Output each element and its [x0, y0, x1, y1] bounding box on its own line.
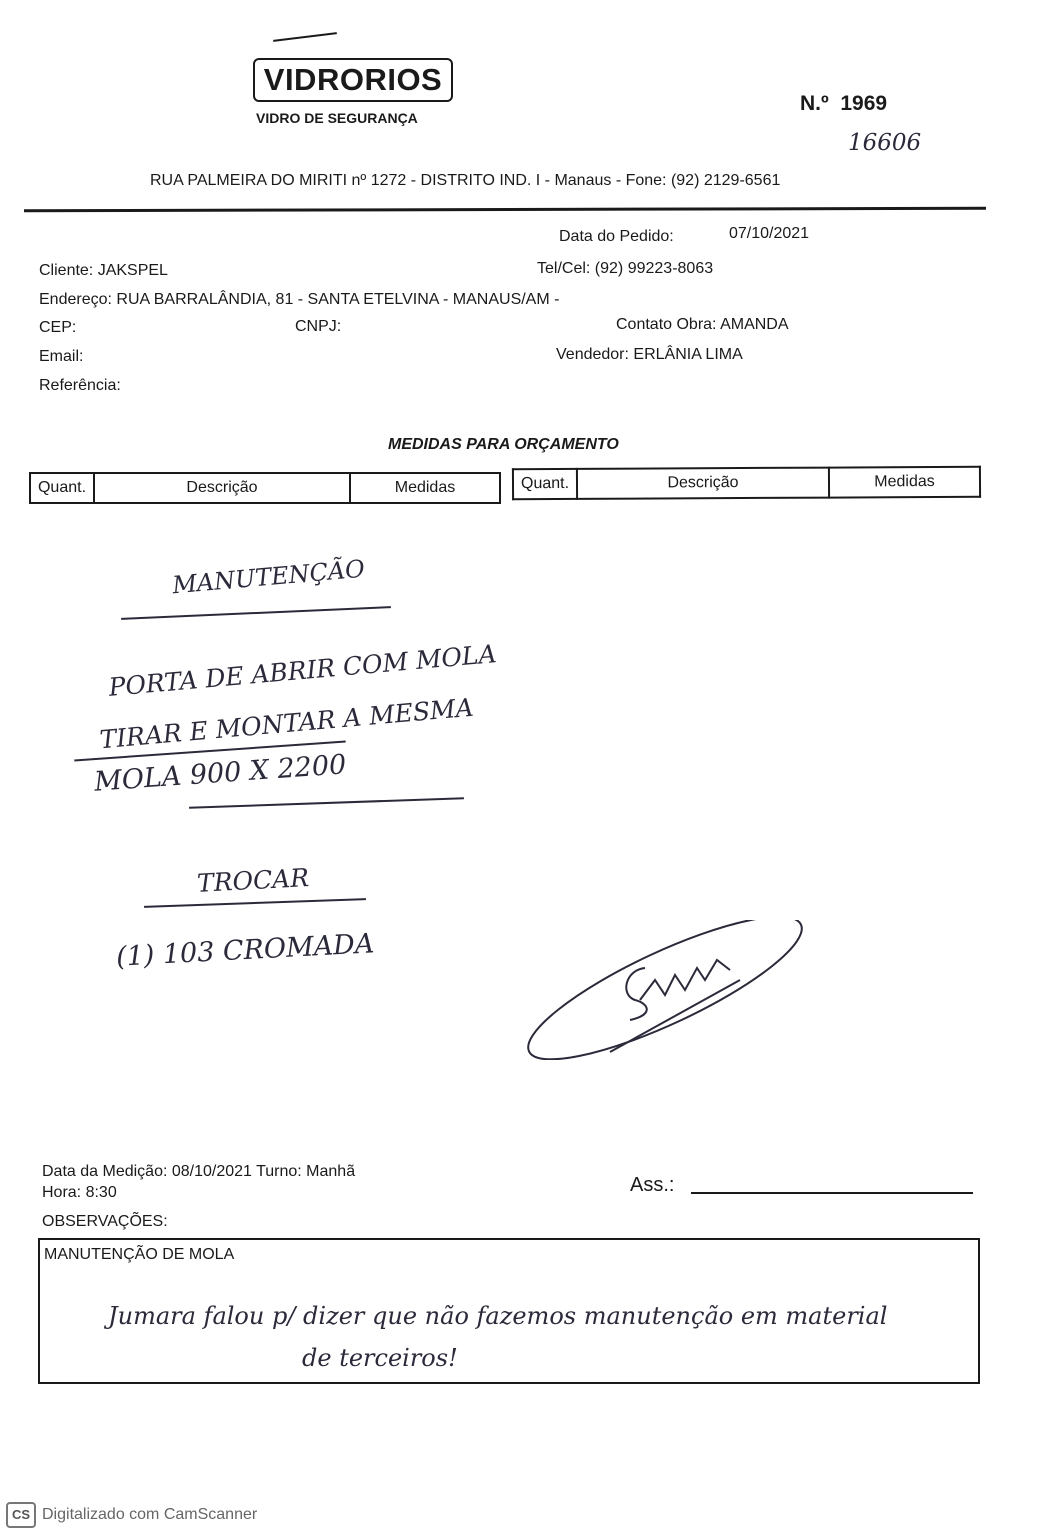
cep-field: CEP: [39, 319, 77, 336]
referencia-field: Referência: [39, 377, 121, 394]
numero-value: 1969 [840, 92, 888, 115]
handwritten-line: TIRAR E MONTAR A MESMA [98, 692, 475, 755]
camscanner-icon: CS [6, 1502, 36, 1528]
data-pedido-value: 07/10/2021 [729, 225, 810, 242]
email-field: Email: [39, 348, 84, 365]
table-header-right [512, 466, 981, 500]
handwritten-underline [189, 797, 464, 809]
logo-accent-mark [273, 32, 337, 42]
handwritten-underline [121, 606, 391, 620]
cnpj-field: CNPJ: [295, 318, 342, 335]
brand-tagline: VIDRO DE SEGURANÇA [256, 110, 418, 126]
handwritten-line: PORTA DE ABRIR COM MOLA [107, 639, 498, 702]
document-number [800, 92, 887, 116]
observacoes-box [38, 1238, 980, 1384]
observacoes-label: OBSERVAÇÕES: [42, 1213, 168, 1230]
handwritten-line: MOLA 900 X 2200 [93, 749, 348, 798]
numero-label: N.º [800, 92, 829, 115]
camscanner-text: Digitalizado com CamScanner [42, 1506, 258, 1524]
signature-tail [610, 980, 740, 1052]
brand-logo: VIDRORIOS [253, 58, 453, 102]
handwritten-number: 16606 [848, 130, 922, 156]
col-descricao: Descrição [94, 473, 350, 503]
col-medidas: Medidas [350, 473, 500, 503]
col-descricao: Descrição [577, 468, 829, 499]
observacoes-text: MANUTENÇÃO DE MOLA [44, 1246, 235, 1263]
handwritten-line: (1) 103 CROMADA [115, 928, 375, 973]
handwritten-underline [144, 898, 366, 908]
handwritten-line: TROCAR [196, 863, 310, 898]
data-medicao: Data da Medição: 08/10/2021 Turno: Manhã [42, 1163, 356, 1180]
signature-line [691, 1192, 973, 1194]
hora-field: Hora: 8:30 [42, 1184, 117, 1201]
table-header-left [29, 472, 501, 504]
signature-image [525, 920, 810, 1060]
ass-label: Ass.: [630, 1174, 675, 1196]
telcel-field: Tel/Cel: (92) 99223-8063 [537, 260, 714, 277]
observacoes-handwritten: Jumara falou p/ dizer que não fazemos manutenção em material [108, 1302, 888, 1330]
cliente-field: Cliente: JAKSPEL [39, 262, 168, 279]
col-quant: Quant. [513, 469, 577, 499]
endereco-field: Endereço: RUA BARRALÂNDIA, 81 - SANTA ETELVINA - MANAUS/AM - [39, 291, 560, 308]
camscanner-watermark [6, 1502, 257, 1528]
observacoes-handwritten: de terceiros! [302, 1344, 458, 1372]
header-divider [24, 207, 986, 213]
col-quant: Quant. [30, 473, 94, 503]
company-address: RUA PALMEIRA DO MIRITI nº 1272 - DISTRITO IND. I - Manaus - Fone: (92) 2129-6561 [150, 172, 781, 189]
vendedor-field: Vendedor: ERLÂNIA LIMA [556, 346, 743, 363]
handwritten-line: MANUTENÇÃO [171, 554, 366, 600]
col-medidas: Medidas [829, 467, 980, 498]
medidas-title: MEDIDAS PARA ORÇAMENTO [388, 436, 619, 453]
data-pedido-label: Data do Pedido: [559, 228, 674, 245]
contato-field: Contato Obra: AMANDA [616, 316, 789, 333]
